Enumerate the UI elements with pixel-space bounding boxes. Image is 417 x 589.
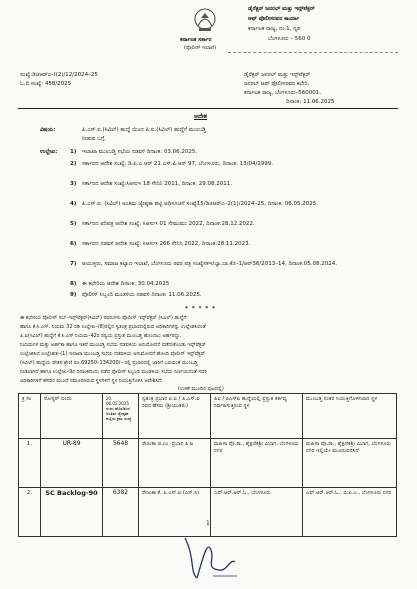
cell-serial: 1. [19,439,41,488]
cell-current-place: ಎಫ್.ಆರ್.ಆರ್.ಓ., ಬೆಂಗಳೂರು [211,488,303,537]
body-line: (ಸಿವಿಲ್) ಹುದ್ದೆಯ ವೇತನ ಶ್ರೇಣಿ ರೂ.69250–134200/– ರಲ್ಲಿ ಪ್ರಭಾರದಲ್ಲಿ ಜಾರಿಗೆ ಬರುವಂತೆ ಮುಂಬಡ್ತಿ [20,360,198,366]
cell-roster: SC Backlog-90 [41,488,103,537]
references-label: ಉಲ್ಲೇಖ: [40,149,58,155]
col-header-posting: ಮುಂಬಡ್ತಿ ನಂತರ ನಿಯುಕ್ತಿಗೊಳಿಸಲಾದ ಸ್ಥಳ [303,394,397,439]
cell-current-place: ಮಹಿಳಾ ಪೊ.ಠಾ., ಶೈಕ್ಷಣಿಕಶ್ರೀ ವಿಭಾಗ, ಬೆಂಗಳೂರು ನಗರ [211,439,303,488]
signature-icon [175,528,245,583]
col-header-name: ಸ್ವತಂತ್ರ ಪ್ರಭಾರ ಪಿ.ಐ / ಪಿ.ಎಸ್.ಐ ರವರ ಹೆಸರು (ಶ್ರೀಯುತರು) [139,394,211,439]
stamp-line-2: ಆಫ್ ಪೊಲೀಸರವರ ಕಾರ್ಯಾ [248,16,300,22]
subject-text-2: ನೀಡುವ ಬಗ್ಗೆ. [82,136,107,142]
subject-label: ವಿಷಯ: [40,127,56,133]
subject-text: ಪಿ.ಎಸ್.ಐ.(ಸಿವಿಲ್) ಹುದ್ದೆ ಯಿಂದ ಪಿ.ಐ.(ಸಿವಿಲ್) ಹುದ್ದೆಗೆ ಮುಂಬಡ್ತಿ [82,127,206,133]
dept-name: (ಪೊಲೀಸ್ ಇಲಾಖೆ) [184,45,217,51]
ob-number: ಓ.ಬಿ.ಸಂಖ್ಯೆ: 458/2025 [20,81,72,87]
stamp-line-4: ಬೆಂಗಳೂರು – 560 0 [268,36,311,42]
cell-name: ರೇಣುಕಾ ಕೆ. ಪಿ.ಎಸ್.ಐ (ಎಸ್.ಸಿ) [139,488,211,537]
col-header-roster: ರೋಸ್ಟರ್ ಬಿಂದು [41,394,103,439]
office-line-2: ಜನರಲ್ ಆಫ್ ಪೊಲೀಸರವರ ಕಛೇರಿ, [244,81,310,87]
cell-name: ರೇಣುಕಾ ಜಿ.ಎಂ. ಪ್ರಭಾರ ಪಿ.ಐ [139,439,211,488]
body-line: ನಿಯಮಗಳ ಮತ್ತು ಅರ್ಹತಾ ಹಾಗೂ ಇತರೆ ಮುಂಬಡ್ತಿ ಸಭೆಯ ನಡವಳಿಯ ಅನುಮೋದನೆ ಪಡೆದುಕೊಂಡು ಇನ್ಸ್‌ಪೆಕ್ಟರ್ [20,342,206,348]
office-line-1: ಡೈರೆಕ್ಟರ್ ಜನರಲ್ ಮತ್ತು ಇನ್ಸ್‌ಪೆಕ್ಟರ್ [244,72,311,78]
continued-note: (ಉಳಿಕೆ ಮುಂದಿನ ಪುಟದಲ್ಲಿ) [178,386,224,392]
body-line: ನೀಡಲಾಗಿದೆ ಹಾಗೂ ಉಲ್ಲೇಖ–9ರ ದಿನಾಂಕದಂದು ನಡೆದ ಪೊಲೀಸ್ ಸಿಬ್ಬಂದಿ ಮಂಡಳಿಯ ಸಭೆಯ ನಿರ್ಣಯದಂತೆ ಸದರಿ [20,369,207,375]
body-line: ಅಧಿಕಾರಿಗಳಿಗೆ ಹೆಸರಿನ ಮುಂದೆ ನಮೂದಿಸಿರುವ ಸ್ಥಳಗಳಿಗೆ ಸ್ಥಳ ನಿಯುಕ್ತಿಗೊಳಿಸಿ ಆದೇಶಿಸಿದೆ. [20,378,164,384]
cell-roster: UR-89 [41,439,103,488]
order-title: ಆದೇಶ [194,113,208,120]
body-line: ಉಲ್ಲೇಖಿಸಿದ ಉಲ್ಲೇಖಿತ–(1) ಇಲಾಖಾ ಮುಂಬಡ್ತಿ ಸಭೆಯ ನಡವಳಿಯ ಅನುಮೋದನೆ ಹೊಂದಿ ಪೊಲೀಸ್ ಇನ್ಸ್‌ಪೆಕ್ಟರ್ [20,351,206,357]
document-page: ಕರ್ನಾಟಕ ಸರ್ಕಾರ (ಪೊಲೀಸ್ ಇಲಾಖೆ) ಡೈರೆಕ್ಟರ್ ಜನರಲ್ ಮತ್ತು ಇನ್ಸ್‌ಪೆಕ್ಟರ್ ಆಫ್ ಪೊಲೀಸರವರ ಕಾರ್ಯಾ ಕರ್ನಾಟಕ ರಾಜ್ಯ, ನಂ.1, ನೃಪ ಬೆಂಗಳೂರು – 560 0 ಸಂಖ್ಯೆ:ಡಿಜಿಆರ್‌ಎ–I(2)/12/2024–25 ಓ.ಬಿ.ಸಂಖ್ಯೆ: 458/2025 ಡೈರೆಕ್ಟರ್ ಜನರಲ್ ಮತ್ತು ಇನ್ಸ್‌ಪೆಕ್ಟರ್ ಜನರಲ್ ಆಫ್ ಪೊಲೀಸರವರ ಕಛೇರಿ, ಕರ್ನಾಟಕ ರಾಜ್ಯ, ಬೆಂಗಳೂರು–560001. ದಿನಾಂಕ: 11.06.2025 ಆದೇಶ ವಿಷಯ: ಪಿ.ಎಸ್.ಐ.(ಸಿವಿಲ್) ಹುದ್ದೆ ಯಿಂದ ಪಿ.ಐ.(ಸಿವಿಲ್) ಹುದ್ದೆಗೆ ಮುಂಬಡ್ತಿ ನೀಡುವ ಬಗ್ಗೆ. ಉಲ್ಲೇಖ: 1) ಇಲಾಖಾ ಮುಂಬಡ್ತಿ ಸಭೆಯ ನಡವಳಿ ದಿನಾಂಕ: 03.06.2025. 2) ಸರ್ಕಾರದ ಆದೇಶ ಸಂಖ್ಯೆ: ಡಿ.ಪಿ.ಎ.ಆರ್ 21 ಎಸ್.ಪಿ.ಆರ್ 97, ಬೆಂಗಳೂರು, ದಿನಾಂಕ: 13/04/1999. 3) ಸರ್ಕಾರದ ಆದೇಶ ಸಂಖ್ಯೆ:ಸಿಆಸುಇ 18 ಸೇನಿನಿ 2011, ದಿನಾಂಕ: 29.08.2011. 4) ಪಿ.ಎಸ್.ಐ. (ಸಿವಿಲ್) ಅಂತಿಮ ಜ್ಯೇಷ್ಠತಾ ಪಟ್ಟಿ ಅಧಿಸೂಚನೆ ಸಂಖ್ಯೆ15/ಡಿಜಿಆರ್‌ಎ–2(1)/2024–25, ದಿನಾಂಕ: 06.05.2025. 5) ಸರ್ಕಾರದ ಪರಿಪತ್ರ ಆದೇಶ ಸಂಖ್ಯೆ: ಸಿಆಸುಇ 01 ಸೇಮುಮು 2022, ದಿನಾಂಕ:28.12.2022. 6) ಸರ್ಕಾರದ ನಡವಳಿ ಆದೇಶ ಸಂಖ್ಯೆ: ಸಿಆಸುಇ 266 ಸೇನಿನಿ 2022, ದಿನಾಂಕ:28.11.2023. 7) ಆಯುಕ್ತರು, ಸಮಾಜ ಕಲ್ಯಾಣ ಇಲಾಖೆ, ಬೆಂಗಳೂರು ರವರ ಪತ್ರ ಸಂಖ್ಯೆಸಕಇ/ಬ್ಯಾ.ಬಾ.ಕೊ–1/ಆರ್‌36/2013–14, ದಿನಾಂಕ:05.08.2024. 8) ಈ ಕಛೇರಿಯ ಆದೇಶ ದಿನಾಂಕ: 30.04.2025 9) ಪೊಲೀಸ್ ಸಿಬ್ಬಂದಿ ಮಂಡಳಿಯ ನಡವಳಿ ದಿನಾಂಕ: 11.06.2025. * * * * * ಈ ಕಛೇರಿಯ ಪೊಲೀಸ್ ಸಬ್–ಇನ್ಸ್‌ಪೆಕ್ಟರ್(ಸಿವಿಲ್) ರವರುಗಳು ಪೊಲೀಸ್ ಇನ್ಸ್‌ಪೆಕ್ಟರ್ (ಸಿವಿಲ್) ಹುದ್ದೆಗೆ ಹಾಗೂ ಕೆ.ಸಿ.ಎಸ್. ನಿಯಮ 32 ರಡಿ ಉಲ್ಲೇಖ–(8)ರಲ್ಲಿನ ಸ್ವತಂತ್ರ ಪ್ರಭಾರದಲ್ಲಿರುವ ಅಧಿಕಾರಿಗಳನ್ನು ಉಲ್ಲೇಖಿಸಿದಂತೆ ಪಿ.ಐ(ಸಿವಿಲ್) ಹುದ್ದೆಗೆ ಕೆ.ಸಿ.ಎಸ್ ನಿಯಮ–42ರ ರನ್ವಯ ಪ್ರಸ್ತುತ ಮುಂಬಡ್ತಿ ಹೊಂದಲು ಅರ್ಹರಿದ್ದು, ನಿಯಮಗಳ ಮತ್ತು ಅರ್ಹತಾ ಹಾಗೂ ಇತರೆ ಮುಂಬಡ್ತಿ ಸಭೆಯ ನಡವಳಿಯ ಅನುಮೋದನೆ ಪಡೆದುಕೊಂಡು ಇನ್ಸ್‌ಪೆಕ್ಟರ್ ಉಲ್ಲೇಖಿಸಿದ ಉಲ್ಲೇಖಿತ–(1) ಇಲಾಖಾ ಮುಂಬಡ್ತಿ ಸಭೆಯ ನಡವಳಿಯ ಅನುಮೋದನೆ ಹೊಂದಿ ಪೊಲೀಸ್ ಇನ್ಸ್‌ಪೆಕ್ಟರ್ (ಸಿವಿಲ್) ಹುದ್ದೆಯ ವೇತನ ಶ್ರೇಣಿ ರೂ.69250–134200/– ರಲ್ಲಿ ಪ್ರಭಾರದಲ್ಲಿ ಜಾರಿಗೆ ಬರುವಂತೆ ಮುಂಬಡ್ತಿ ನೀಡಲಾಗಿದೆ ಹಾಗೂ ಉಲ್ಲೇಖ–9ರ ದಿನಾಂಕದಂದು ನಡೆದ ಪೊಲೀಸ್ ಸಿಬ್ಬಂದಿ ಮಂಡಳಿಯ ಸಭೆಯ ನಿರ್ಣಯದಂತೆ ಸದರಿ ಅಧಿಕಾರಿಗಳಿಗೆ ಹೆಸರಿನ ಮುಂದೆ ನಮೂದಿಸಿರುವ ಸ್ಥಳಗಳಿಗೆ ಸ್ಥಳ ನಿಯುಕ್ತಿಗೊಳಿಸಿ ಆದೇಶಿಸಿದೆ. (ಉಳಿಕೆ ಮುಂದಿನ ಪುಟದಲ್ಲಿ) ಕ್ರ ಸಂ ರೋಸ್ಟರ್ ಬಿಂದು 20. 06.05.2025 ರಂದು ಹೊರಡಿಸಿದ ಅಂತಿಮ ಜ್ಯೇಷ್ಠತಾ ಪಟ್ಟಿಯ ಕ್ರಮ ಸಂಖ್ಯೆ ಸ್ವತಂತ್ರ ಪ್ರಭಾರ ಪಿ.ಐ / ಪಿ.ಎಸ್.ಐ ರವರ ಹೆಸರು (ಶ್ರೀಯುತರು) ಪಿಐ / ಪಿಎಸ್‌ಐ ಹುದ್ದೆಯಲ್ಲಿ ಪ್ರಸ್ತುತ ಕರ್ತವ್ಯ ನಿರ್ವಹಿಸುತ್ತಿರುವ ಸ್ಥಳ ಮುಂಬಡ್ತಿ ನಂತರ ನಿಯುಕ್ತಿಗೊಳಿಸಲಾದ ಸ್ಥಳ 1. UR-89 5648 ರೇಣುಕಾ ಜಿ.ಎಂ. ಪ್ರಭಾರ ಪಿ.ಐ ಮಹಿಳಾ ಪೊ.ಠಾ., ಶೈಕ್ಷಣಿಕಶ್ರೀ ವಿಭಾಗ, ಬೆಂಗಳೂರು ನಗರ ಮಹಿಳಾ ಪೊ.ಠಾ., ಶೈಕ್ಷಣಿಕಶ್ರೀ ವಿಭಾಗ, ಬೆಂಗಳೂರು ನಗರ ಇಲ್ಲಿಯೇ ಮುಂದುವರೆಸಿದೆ 2. SC Backlog-90 6382 ರೇಣುಕಾ ಕೆ. ಪಿ.ಎಸ್.ಐ (ಎಸ್.ಸಿ) ಎಫ್.ಆರ್.ಆರ್.ಓ., ಬೆಂಗಳೂರು ಎಫ್.ಆರ್.ಆರ್.ಓ., ಬಿ.ಐ.ಎ., ಬೆಂಗಳೂರು ನಗರ 1 [0,0,417,589]
office-stamp [228,4,398,53]
cell-seniority: 6382 [103,488,139,537]
cell-posting: ಮಹಿಳಾ ಪೊ.ಠಾ., ಶೈಕ್ಷಣಿಕಶ್ರೀ ವಿಭಾಗ, ಬೆಂಗಳೂರು ನಗರ ಇಲ್ಲಿಯೇ ಮುಂದುವರೆಸಿದೆ [303,439,397,488]
col-header-current-place: ಪಿಐ / ಪಿಎಸ್‌ಐ ಹುದ್ದೆಯಲ್ಲಿ ಪ್ರಸ್ತುತ ಕರ್ತವ್ಯ ನಿರ್ವಹಿಸುತ್ತಿರುವ ಸ್ಥಳ [211,394,303,439]
body-line: ಹಾಗೂ ಕೆ.ಸಿ.ಎಸ್. ನಿಯಮ 32 ರಡಿ ಉಲ್ಲೇಖ–(8)ರಲ್ಲಿನ ಸ್ವತಂತ್ರ ಪ್ರಭಾರದಲ್ಲಿರುವ ಅಧಿಕಾರಿಗಳನ್ನು ಉಲ್ಲೇಖಿಸಿದಂತೆ [20,324,206,330]
header-divider [18,108,398,109]
stamp-line-1: ಡೈರೆಕ್ಟರ್ ಜನರಲ್ ಮತ್ತು ಇನ್ಸ್‌ಪೆಕ್ಟರ್ [248,6,315,12]
state-emblem-icon [190,6,220,36]
page-number: 1 [206,520,210,527]
col-header-serial: ಕ್ರ ಸಂ [19,394,41,439]
cell-seniority: 5648 [103,439,139,488]
cell-posting: ಎಫ್.ಆರ್.ಆರ್.ಓ., ಬಿ.ಐ.ಎ., ಬೆಂಗಳೂರು ನಗರ [303,488,397,537]
stamp-line-3: ಕರ್ನಾಟಕ ರಾಜ್ಯ, ನಂ.1, ನೃಪ [248,26,301,32]
body-line: ಈ ಕಛೇರಿಯ ಪೊಲೀಸ್ ಸಬ್–ಇನ್ಸ್‌ಪೆಕ್ಟರ್(ಸಿವಿಲ್) ರವರುಗಳು ಪೊಲೀಸ್ ಇನ್ಸ್‌ಪೆಕ್ಟರ್ (ಸಿವಿಲ್) ಹುದ್ದೆಗೆ [20,315,187,321]
table-header-row [19,394,397,439]
office-line-3: ಕರ್ನಾಟಕ ರಾಜ್ಯ, ಬೆಂಗಳೂರು–560001. [244,90,321,96]
order-date: ದಿನಾಂಕ: 11.06.2025 [286,99,335,105]
col-header-seniority: 20. 06.05.2025 ರಂದು ಹೊರಡಿಸಿದ ಅಂತಿಮ ಜ್ಯೇಷ್ಠತಾ ಪಟ್ಟಿಯ ಕ್ರಮ ಸಂಖ್ಯೆ [103,394,139,439]
section-separator: * * * * * [185,306,217,312]
govt-name: ಕರ್ನಾಟಕ ಸರ್ಕಾರ [180,37,212,43]
cell-serial: 2. [19,488,41,537]
reference-number: ಸಂಖ್ಯೆ:ಡಿಜಿಆರ್‌ಎ–I(2)/12/2024–25 [20,72,98,78]
body-line: ಪಿ.ಐ(ಸಿವಿಲ್) ಹುದ್ದೆಗೆ ಕೆ.ಸಿ.ಎಸ್ ನಿಯಮ–42ರ ರನ್ವಯ ಪ್ರಸ್ತುತ ಮುಂಬಡ್ತಿ ಹೊಂದಲು ಅರ್ಹರಿದ್ದು, [20,333,182,339]
table-row [19,439,397,488]
promotion-table [18,393,397,537]
